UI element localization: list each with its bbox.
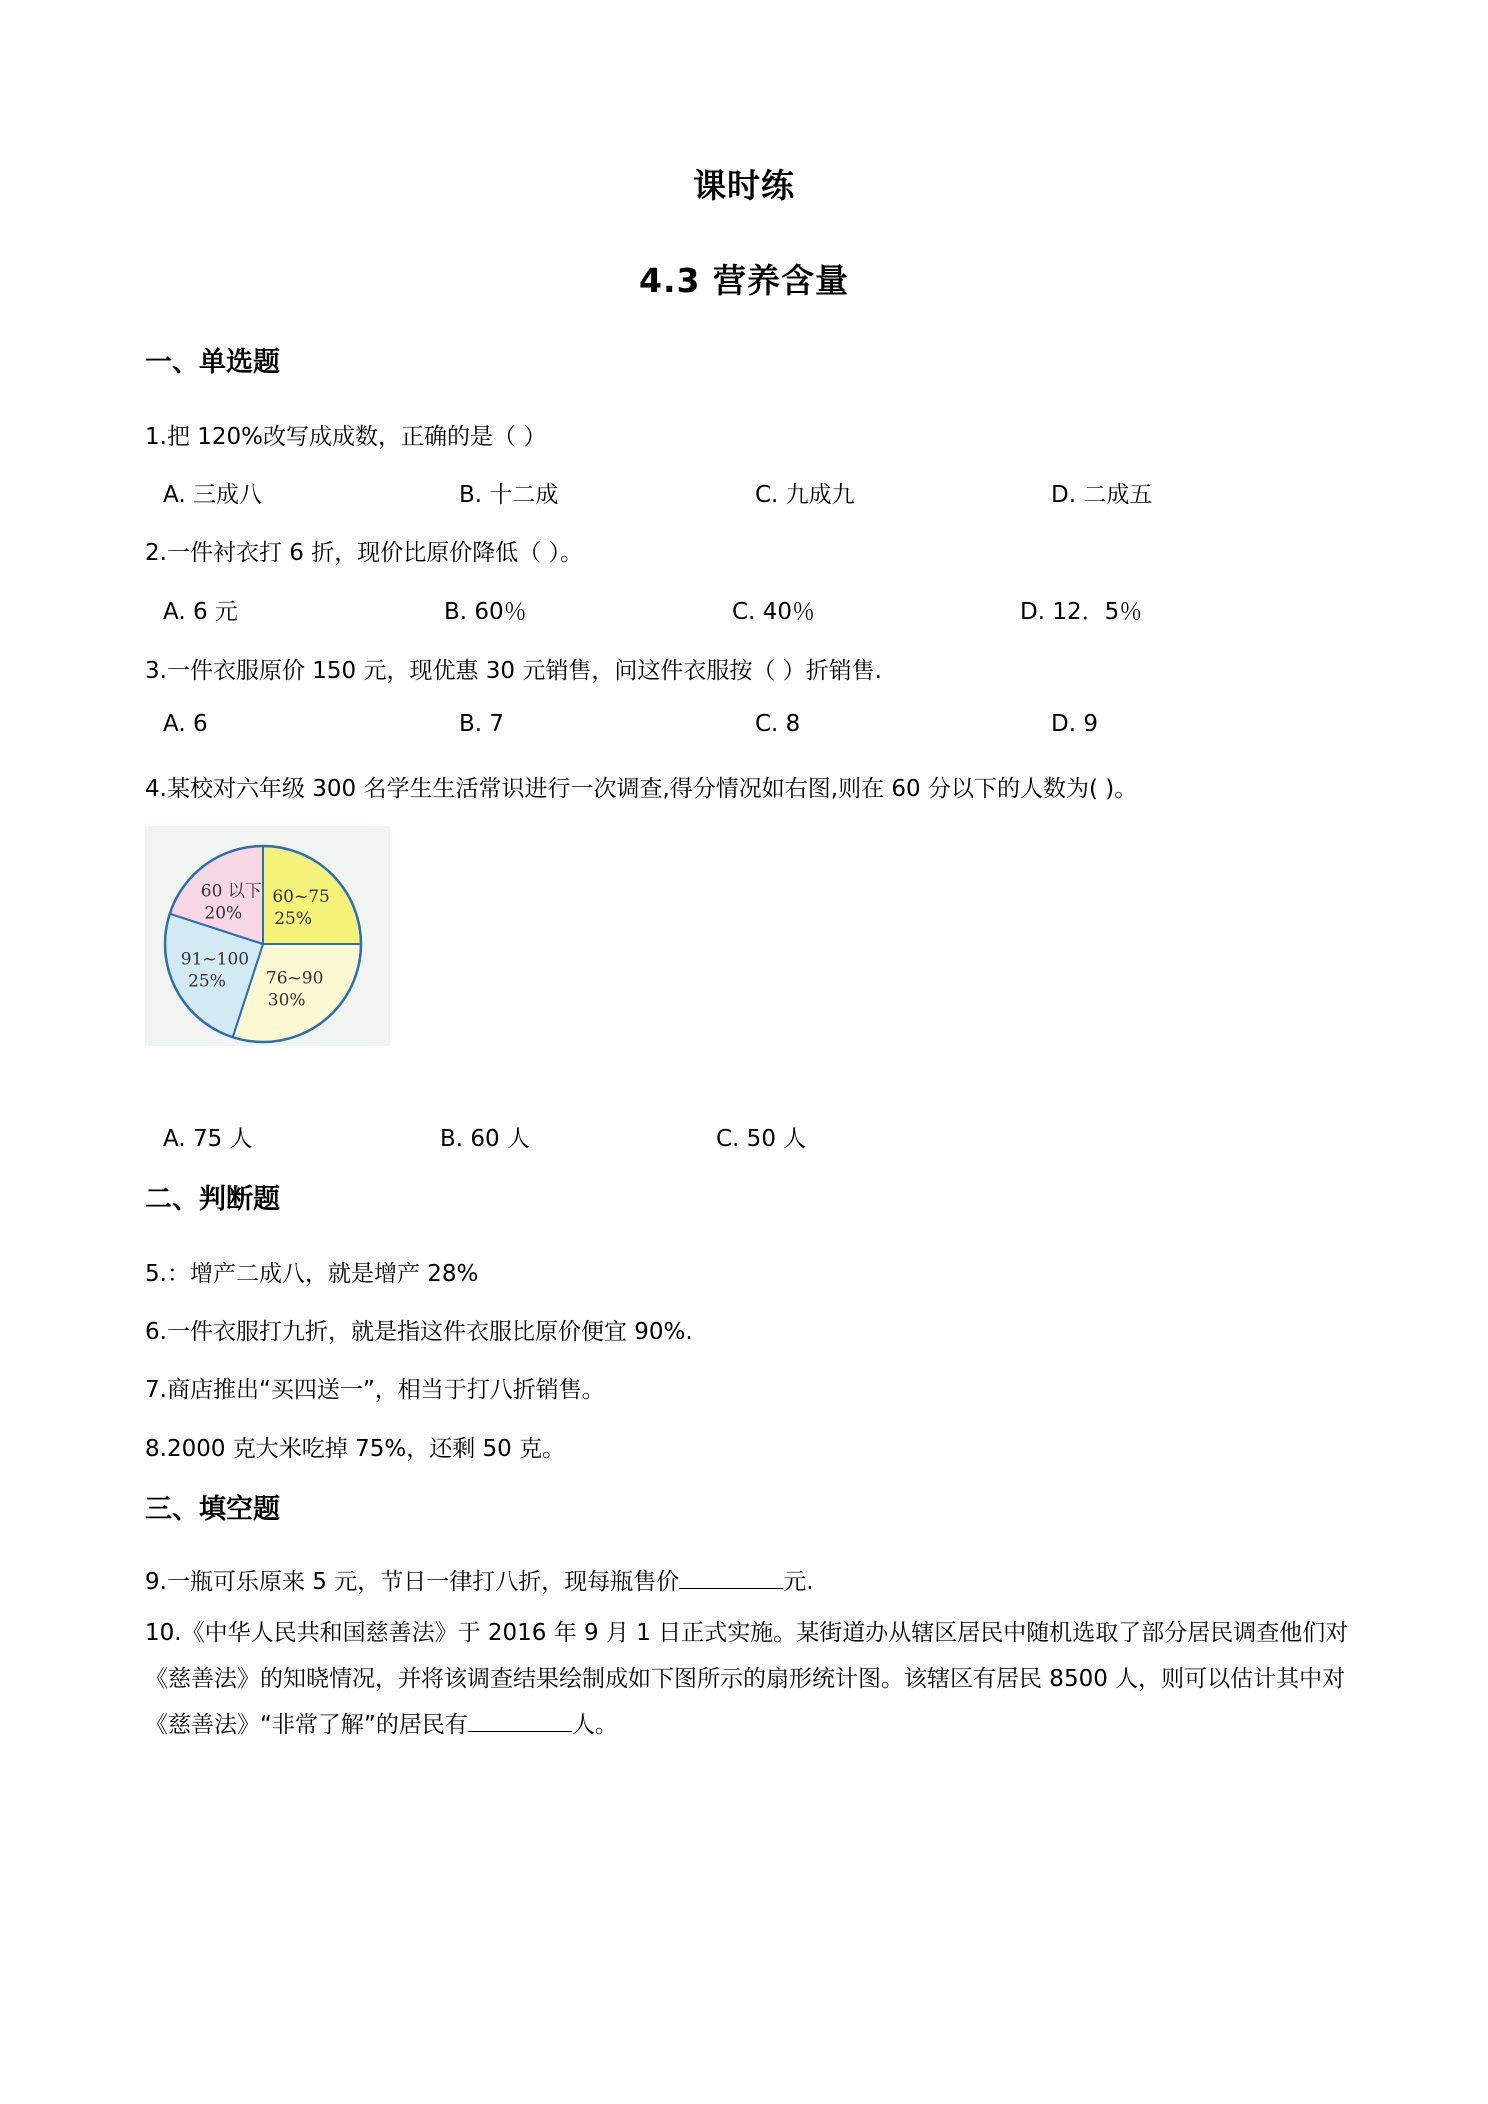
pie-slice-value-0: 25%	[274, 908, 313, 929]
question-1-option-c: C. 九成九	[755, 482, 855, 508]
question-3-option-a: A. 6	[163, 711, 208, 737]
page-subtitle: 4.3 营养含量	[639, 261, 849, 300]
pie-slice-label-2: 91~100	[180, 949, 250, 970]
pie-slice-value-3: 20%	[204, 903, 243, 924]
pie-slice-value-1: 30%	[267, 990, 306, 1011]
question-2-option-c: C. 40％	[732, 599, 815, 625]
question-2-stem: 2.一件衬衣打 6 折，现价比原价降低（ ）。	[145, 540, 584, 566]
question-1-stem: 1.把 120%改写成成数，正确的是（ ）	[145, 424, 547, 450]
question-3-stem: 3.一件衣服原价 150 元，现优惠 30 元销售，问这件衣服按（ ）折销售.	[145, 658, 882, 684]
section-heading-true-false: 二、判断题	[145, 1184, 280, 1215]
question-7: 7.商店推出“买四送一”，相当于打八折销售。	[145, 1377, 605, 1403]
question-4-option-a: A. 75 人	[163, 1126, 253, 1152]
question-10-unit: 人。	[571, 1712, 618, 1738]
question-6: 6.一件衣服打九折，就是指这件衣服比原价便宜 90%.	[145, 1319, 693, 1345]
question-1-option-a: A. 三成八	[163, 482, 262, 508]
question-10-text: 10.《中华人民共和国慈善法》于 2016 年 9 月 1 日正式实施。某街道办从辖区居民中随机选取了部分居民调查他们对《慈善法》的知晓情况，并将该调查结果绘制成如下图所示的扇形统计图。该辖区有居民 8500 人，则可以估计其中对《慈善法》“非常了解”的居民有	[145, 1620, 1349, 1738]
question-9-text: 9.一瓶可乐原来 5 元，节日一律打八折，现每瓶售价	[145, 1569, 680, 1595]
pie-chart-svg	[145, 826, 390, 1046]
question-4-option-b: B. 60 人	[440, 1126, 530, 1152]
question-1-option-d: D. 二成五	[1051, 482, 1153, 508]
question-9	[145, 1563, 814, 1596]
question-3-option-d: D. 9	[1051, 711, 1098, 737]
question-1-option-b: B. 十二成	[459, 482, 559, 508]
question-5: 5.：增产二成八，就是增产 28%	[145, 1261, 479, 1287]
pie-slice-label-1: 76~90	[265, 968, 324, 989]
question-10	[145, 1610, 1365, 1748]
pie-slice-value-2: 25%	[188, 971, 226, 992]
question-10-blank[interactable]	[468, 1709, 572, 1732]
pie-slice-label-0: 60~75	[272, 886, 330, 907]
question-9-unit: 元.	[783, 1569, 814, 1595]
section-heading-single-choice: 一、单选题	[145, 347, 280, 378]
question-8: 8.2000 克大米吃掉 75%，还剩 50 克。	[145, 1436, 566, 1462]
score-pie-chart	[145, 826, 390, 1046]
question-9-blank[interactable]	[679, 1566, 783, 1589]
question-4-stem: 4.某校对六年级 300 名学生生活常识进行一次调查,得分情况如右图,则在 60 分以下的人数为( )。	[145, 776, 1138, 802]
question-2-option-a: A. 6 元	[163, 599, 238, 625]
question-3-option-b: B. 7	[459, 711, 505, 737]
section-heading-fill-blank: 三、填空题	[145, 1494, 280, 1525]
question-4-option-c: C. 50 人	[716, 1126, 807, 1152]
question-2-option-b: B. 60％	[444, 599, 527, 625]
pie-slice-label-3: 60 以下	[200, 881, 262, 902]
page-title: 课时练	[693, 166, 795, 205]
question-3-option-c: C. 8	[755, 711, 801, 737]
question-2-option-d: D. 12．5％	[1020, 599, 1143, 625]
